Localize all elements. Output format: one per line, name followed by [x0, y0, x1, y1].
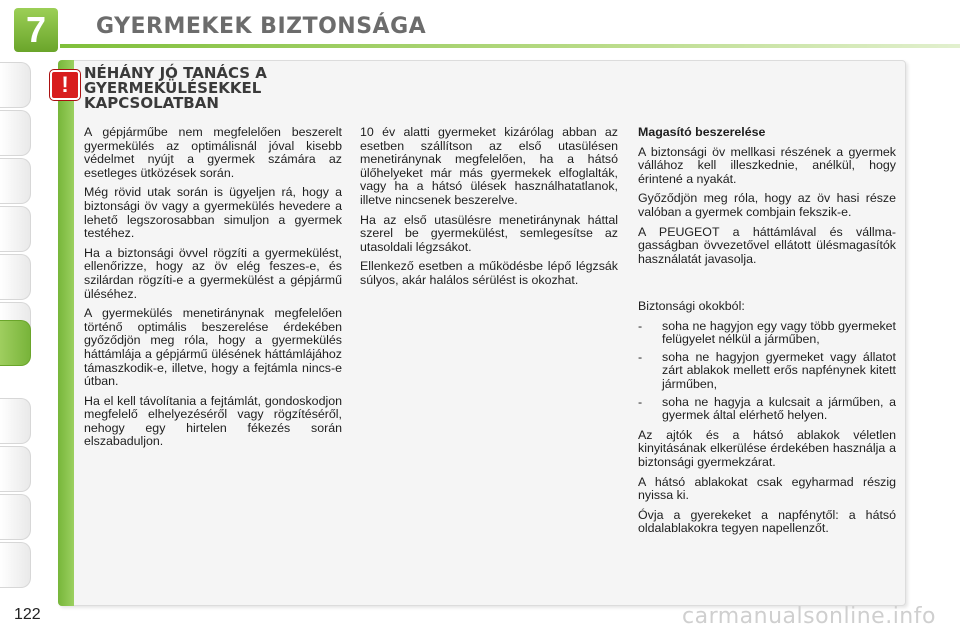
panel-green-edge	[58, 60, 74, 606]
chapter-tab-2	[0, 110, 31, 156]
subheading-booster-seat: Magasító beszerelése	[638, 125, 766, 139]
chapter-tab-1	[0, 62, 31, 108]
header-divider	[60, 44, 960, 48]
paragraph: Ha az első utasülésre menetiránynak háttal szerel be gyermekülést, semlegesítse az utasoldali légzsákot.	[360, 212, 618, 254]
chapter-tab-3	[0, 158, 31, 204]
paragraph: A gépjárműbe nem megfelelően beszerelt gyermekülés az optimálisnál jóval kisebb védelmet nyújt a gyermek számára az esetleges ütközések során.	[84, 125, 342, 180]
list-item: - soha ne hagyjon gyermeket vagy állatot zárt ablakok mellett erős napfénynek kitett járműben,	[638, 351, 896, 392]
paragraph: Ha a biztonsági övvel rögzíti a gyermekülést, ellenőrizze, hogy az öv elég feszes-e, és szilárdan rögzíti-e a gyermekülést a gépjármű üléséhez.	[84, 245, 342, 301]
watermark: carmanualsonline.info	[682, 604, 936, 629]
chapter-tab-active	[0, 320, 31, 366]
paragraph: A hátsó ablakokat csak egyharmad részig nyissa ki.	[638, 474, 896, 503]
section-title-line: KAPCSOLATBAN	[84, 94, 219, 112]
paragraph: 10 év alatti gyermeket kizárólag abban az esetben szállítson az első utasülésen menetiránynak megfelelően, ha a hátsó ülőhelyeket már más gyermekek elfoglalták, vagy ha a hátsó ülések használhatatlanok, illetve nincsenek beszerelve.	[360, 125, 618, 207]
page-header	[0, 0, 960, 60]
safety-intro: Biztonsági okokból:	[638, 299, 745, 313]
paragraph: Ellenkező esetben a működésbe lépő légzsák súlyos, akár halálos sérülést is okozhat.	[360, 259, 618, 287]
section-title-line: NÉHÁNY JÓ TANÁCS A	[84, 64, 267, 82]
section-title	[84, 66, 344, 111]
chapter-tab-5	[0, 254, 31, 300]
paragraph: A PEUGEOT a háttámlával és vállmagasságban övvezetővel ellátott ülésmagasítók használatát javasolja.	[638, 224, 896, 266]
text-column-1	[84, 126, 342, 455]
paragraph: Óvja a gyerekeket a napfénytől: a hátsó oldalablakokra tegyen napellenzőt.	[638, 507, 896, 536]
text-column-3-safety	[638, 300, 896, 542]
chapter-number-badge: 7	[14, 8, 58, 52]
paragraph: A gyermekülés menetiránynak megfelelően történő optimális beszerelése érdekében győződjön meg róla, hogy a gyermekülés háttámlája a gépjármű ülésének háttámlájához támaszkodik-e, illetve, hogy a fejtámla nincs-e útban.	[84, 306, 342, 389]
chapter-tab-9	[0, 446, 31, 492]
page-number: 122	[14, 606, 41, 623]
safety-list	[638, 320, 896, 423]
list-item: - soha ne hagyja a kulcsait a járműben, a gyermek által elérhető helyen.	[638, 396, 896, 423]
chapter-tab-10	[0, 494, 31, 540]
paragraph: Még rövid utak során is ügyeljen rá, hogy a biztonsági öv vagy a gyermekülés hevedere a lehető legszorosabban simuljon a gyermek testéhez.	[84, 185, 342, 241]
list-item: - soha ne hagyjon egy vagy több gyermeket felügyelet nélkül a járműben,	[638, 320, 896, 347]
section-title-line: GYERMEKÜLÉSEKKEL	[84, 79, 262, 97]
paragraph: Győződjön meg róla, hogy az öv hasi része valóban a gyermek combjain fekszik-e.	[638, 191, 896, 219]
paragraph: Az ajtók és a hátsó ablakok véletlen kinyitásának elkerülése érdekében használja a biztonsági gyermekzárat.	[638, 427, 896, 469]
chapter-tab-8	[0, 398, 31, 444]
warning-icon: !	[50, 70, 80, 100]
chapter-title: GYERMEKEK BIZTONSÁGA	[96, 14, 427, 39]
chapter-tab-4	[0, 206, 31, 252]
chapter-tab-11	[0, 542, 31, 588]
paragraph: Ha el kell távolítania a fejtámlát, gondoskodjon megfelelő elhelyezéséről vagy rögzítéséről, nehogy egy hirtelen fékezés során elszabaduljon.	[84, 393, 342, 449]
text-column-3	[638, 126, 896, 272]
text-column-2	[360, 126, 618, 294]
paragraph: A biztonsági öv mellkasi részének a gyermek vállához kell illeszkednie, anélkül, hogy érintené a nyakát.	[638, 144, 896, 186]
